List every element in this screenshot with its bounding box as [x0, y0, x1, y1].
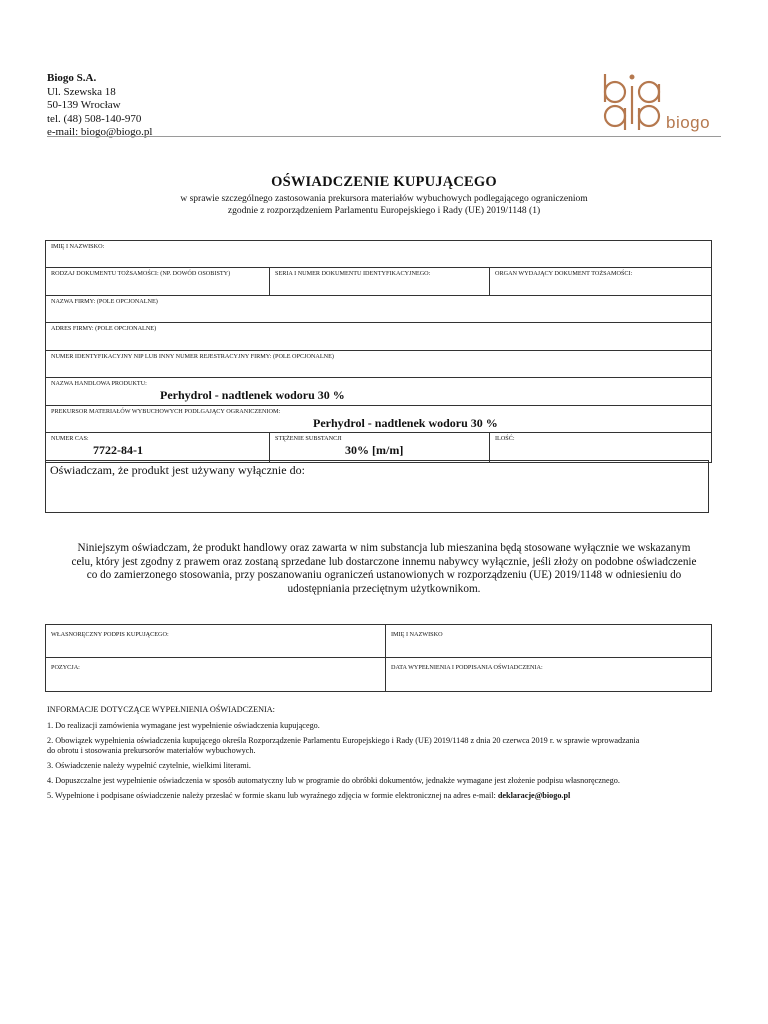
subtitle-line-1: w sprawie szczególnego zastosowania prekursora materiałów wybuchowych podlegającego ograniczeniom — [180, 194, 588, 204]
logo-text: biogo — [666, 113, 711, 132]
document-type-label: RODZAJ DOKUMENTU TOŻSAMOŚCI: (NP. DOWÓD OSOBISTY) — [51, 270, 231, 277]
page-title: OŚWIADCZENIE KUPUJĄCEGO — [271, 174, 497, 190]
instruction-item-5 — [47, 791, 727, 802]
instruction-item-2 — [47, 736, 727, 757]
page-subtitle — [0, 193, 768, 217]
company-id-label: NUMER IDENTYFIKACYJNY NIP LUB INNY NUMER REJESTRACYJNY FIRMY: (POLE OPCJONALNE) — [51, 353, 334, 360]
precursor-label: PREKURSOR MATERIAŁÓW WYBUCHOWYCH PODLGAJĄCY OGRANICZENIOM: — [51, 408, 281, 415]
trade-name-label: NAZWA HANDLOWA PRODUKTU: — [51, 380, 147, 387]
header-divider — [47, 136, 721, 137]
company-city: 50-139 Wrocław — [47, 99, 121, 111]
concentration-label: STĘŻENIE SUBSTANCJI — [275, 435, 342, 442]
usage-declaration-field[interactable] — [45, 460, 709, 513]
trade-name-field[interactable] — [46, 378, 712, 406]
instruction-item-1: 1. Do realizacji zamówienia wymagane jest wypełnienie oświadczenia kupującego. — [47, 720, 320, 730]
company-id-field[interactable] — [46, 351, 712, 378]
instruction-item-2-line-1: 2. Obowiązek wypełnienia oświadczenia kupującego określa Rozporządzenie Parlamentu Europejskiego i Rady (UE) 2019/1148 z dnia 20 czerwca 2019 r. w sprawie wprowadzania — [47, 735, 640, 745]
company-email: e-mail: biogo@biogo.pl — [47, 126, 153, 138]
trade-name-value: Perhydrol - nadtlenek wodoru 30 % — [160, 388, 345, 402]
precursor-field[interactable] — [46, 406, 712, 433]
date-field[interactable] — [386, 658, 712, 692]
signature-form — [45, 624, 712, 692]
instructions-heading: INFORMACJE DOTYCZĄCE WYPEŁNIENIA OŚWIADCZENIA: — [47, 705, 275, 714]
statement-line-4: udostępniania przeciętnym użytkownikom. — [287, 582, 481, 595]
quantity-label: ILOŚĆ: — [495, 435, 515, 442]
position-field[interactable] — [46, 658, 386, 692]
company-address — [47, 72, 152, 140]
cas-number-field[interactable] — [46, 433, 270, 463]
position-label: POZYCJA: — [51, 664, 80, 671]
statement-paragraph — [40, 542, 728, 596]
company-name-label: NAZWA FIRMY: (POLE OPCJONALNE) — [51, 298, 158, 305]
company-phone: tel. (48) 508-140-970 — [47, 112, 142, 125]
precursor-value: Perhydrol - nadtlenek wodoru 30 % — [313, 416, 498, 430]
signer-name-label: IMIĘ I NAZWISKO — [391, 631, 443, 638]
date-label: DATA WYPEŁNIENIA I PODPISANIA OŚWIADCZENIA: — [391, 664, 543, 671]
instruction-item-5-text: 5. Wypełnione i podpisane oświadczenie należy przesłać w formie skanu lub wyraźnego zdjęcia w formie elektronicznej na adres e-mail: — [47, 791, 498, 800]
company-address-label: ADRES FIRMY: (POLE OPCJONALNE) — [51, 325, 157, 332]
signature-field[interactable] — [46, 625, 386, 658]
instruction-item-3: 3. Oświadczenie należy wypełnić czytelnie, wielkimi literami. — [47, 761, 251, 770]
signature-label: WŁASNORĘCZNY PODPIS KUPUJĄCEGO: — [51, 631, 169, 638]
usage-declaration-text: Oświadczam, że produkt jest używany wyłącznie do: — [50, 463, 305, 477]
company-address-field[interactable] — [46, 323, 712, 351]
statement-line-2: celu, który jest zgodny z prawem oraz zostaną sprzedane lub dostarczone innemu nabywcy wyłącznie, jeśli złoży on podobne oświadczenie — [71, 555, 697, 568]
quantity-field[interactable] — [490, 433, 712, 463]
document-series-label: SERIA I NUMER DOKUMENTU IDENTYFIKACYJNEGO: — [275, 270, 431, 277]
signer-name-field[interactable] — [386, 625, 712, 658]
instruction-item-2-line-2: do obrotu i stosowania prekursorów materiałów wybuchowych. — [47, 746, 256, 755]
subtitle-line-2: zgodnie z rozporządzeniem Parlamentu Europejskiego i Rady (UE) 2019/1148 (1) — [227, 206, 541, 216]
concentration-value: 30% [m/m] — [345, 443, 404, 457]
document-issuer-field[interactable] — [490, 268, 712, 296]
name-field-label: IMIĘ I NAZWISKO: — [51, 243, 105, 250]
document-issuer-label: ORGAN WYDAJĄCY DOKUMENT TOŻSAMOŚCI: — [495, 270, 633, 277]
company-name: Biogo S.A. — [47, 72, 97, 84]
filling-instructions — [47, 705, 727, 806]
instruction-item-4: 4. Dopuszczalne jest wypełnienie oświadczenia w sposób automatyczny lub w programie do obróbki dokumentów, jednakże wymagane jest złożenie podpisu własnoręcznego. — [47, 776, 620, 785]
cas-number-label: NUMER CAS: — [51, 435, 89, 442]
company-name-field[interactable] — [46, 296, 712, 323]
buyer-form — [45, 240, 712, 463]
document-type-field[interactable] — [46, 268, 270, 296]
statement-line-3: co do zamierzonego stosowania, przy poszanowaniu ograniczeń ustanowionych w rozporządzeniu (UE) 2019/1148 w odniesieniu do — [86, 569, 682, 581]
name-field[interactable] — [46, 241, 712, 268]
cas-number-value: 7722-84-1 — [93, 443, 143, 457]
document-series-field[interactable] — [270, 268, 490, 296]
statement-line-1: Niniejszym oświadczam, że produkt handlowy oraz zawarta w nim substancja lub mieszanina będą stosowane wyłącznie we wskazanym — [77, 542, 691, 554]
concentration-field[interactable] — [270, 433, 490, 463]
company-street: Ul. Szewska 18 — [47, 85, 116, 98]
declaration-email-link[interactable]: deklaracje@biogo.pl — [497, 791, 571, 800]
